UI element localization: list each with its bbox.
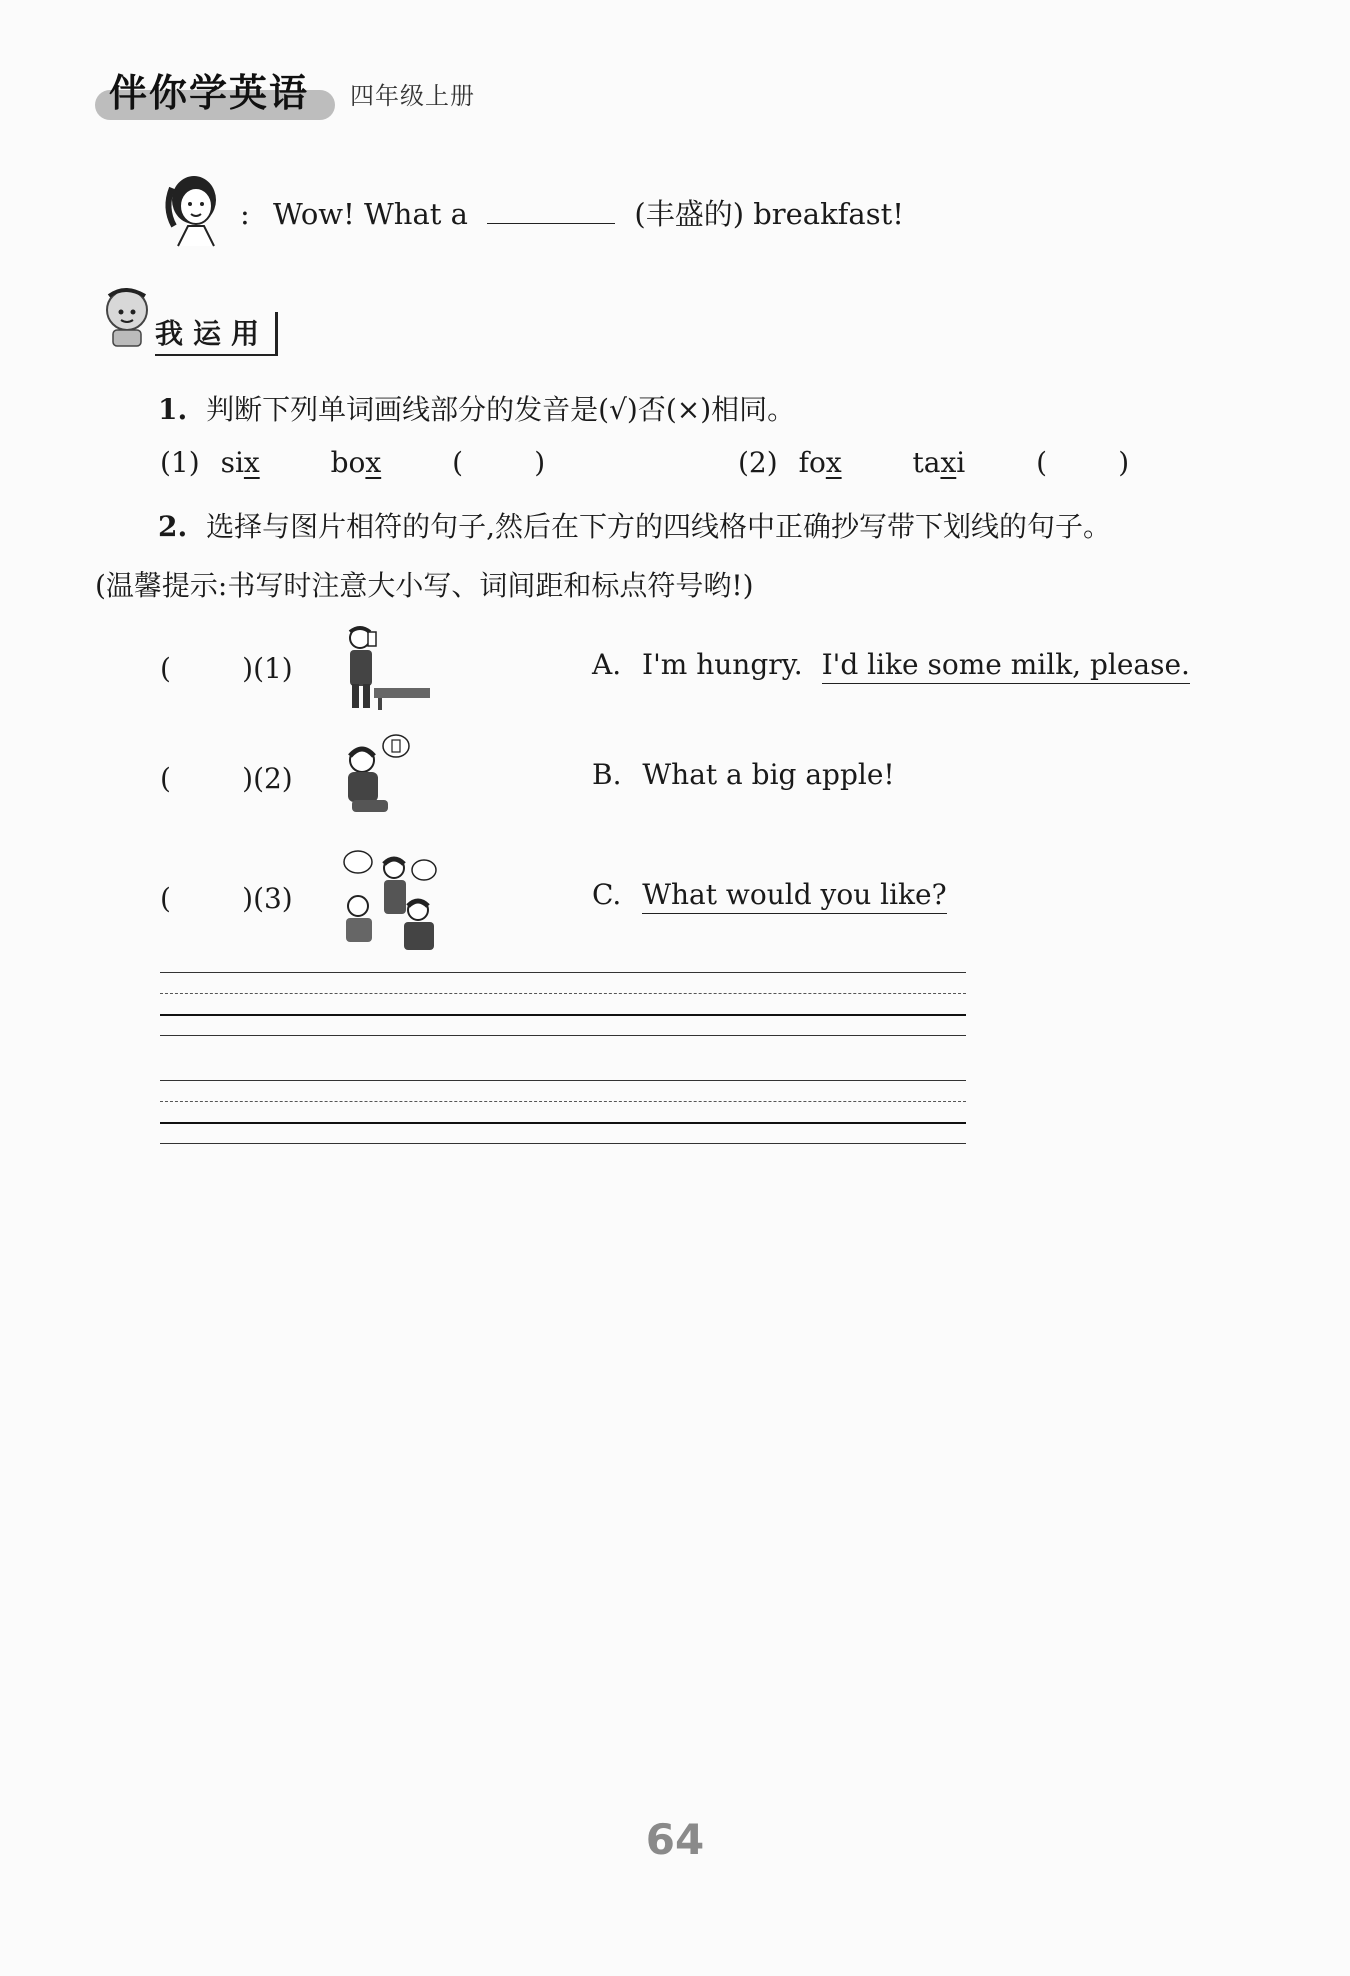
word-part: fo (798, 446, 826, 479)
q1-instruction (158, 388, 795, 428)
q2-row-2 (160, 762, 293, 795)
answer-paren[interactable]: ( ) (452, 446, 546, 479)
row-number: (2) (253, 762, 293, 795)
girl-speaker-icon (158, 168, 230, 248)
boy-drinking-milk-icon (338, 622, 434, 712)
option-letter: C. (592, 878, 622, 911)
book-subtitle: 四年级上册 (350, 82, 475, 110)
option-underlined-text: What would you like? (642, 878, 946, 914)
option-plain-text: What a big apple! (642, 758, 895, 791)
word-part: bo (330, 446, 366, 479)
item-number: (2) (738, 446, 778, 479)
four-line-grid-2[interactable] (160, 1080, 966, 1144)
girl-mascot-icon (95, 284, 157, 350)
q2-instruction (158, 505, 1111, 545)
q1-number: 1. (158, 393, 188, 426)
option-b (592, 758, 895, 791)
option-a (592, 648, 1190, 681)
q1-text: 判断下列单词画线部分的发音是(√)否(×)相同。 (206, 393, 796, 426)
family-ordering-icon (338, 848, 442, 956)
answer-paren[interactable]: ( ) (1036, 446, 1130, 479)
answer-blank[interactable] (487, 199, 615, 224)
underlined-letter: x (825, 446, 842, 479)
q2-row-3 (160, 882, 293, 915)
option-plain-text: I'm hungry. (642, 648, 803, 681)
q2-text: 选择与图片相符的句子,然后在下方的四线格中正确抄写带下划线的句子。 (206, 510, 1112, 543)
dialogue-after-blank: (丰盛的) breakfast! (634, 197, 904, 231)
underlined-letter: x (365, 446, 382, 479)
option-letter: A. (592, 648, 622, 681)
row-number: (1) (253, 652, 293, 685)
word-part: i (956, 446, 966, 479)
answer-paren[interactable]: ( ) (160, 762, 254, 795)
q2-number: 2. (158, 510, 188, 543)
q2-tip: (温馨提示:书写时注意大小写、词间距和标点符号哟!) (95, 569, 754, 602)
page-number: 64 (645, 1815, 705, 1864)
word-part: si (220, 446, 244, 479)
dialogue-before-blank: Wow! What a (273, 197, 468, 231)
book-title: 伴你学英语 (109, 71, 310, 115)
option-underlined-text: I'd like some milk, please. (822, 648, 1190, 684)
option-letter: B. (592, 758, 622, 791)
hungry-girl-icon (338, 732, 412, 818)
header-banner (95, 62, 323, 118)
four-line-grid-1[interactable] (160, 972, 966, 1036)
answer-paren[interactable]: ( ) (160, 882, 254, 915)
q1-item-2 (738, 446, 1129, 479)
row-number: (3) (253, 882, 293, 915)
dialogue-colon: : (240, 197, 250, 231)
underlined-letter: x (940, 446, 957, 479)
answer-paren[interactable]: ( ) (160, 652, 254, 685)
q1-item-1 (160, 446, 545, 479)
section-label: 我运用 (155, 312, 278, 356)
option-c (592, 878, 947, 911)
item-number: (1) (160, 446, 200, 479)
dialogue-line (240, 192, 904, 233)
q2-row-1 (160, 652, 293, 685)
word-part: ta (912, 446, 941, 479)
underlined-letter: x (243, 446, 260, 479)
